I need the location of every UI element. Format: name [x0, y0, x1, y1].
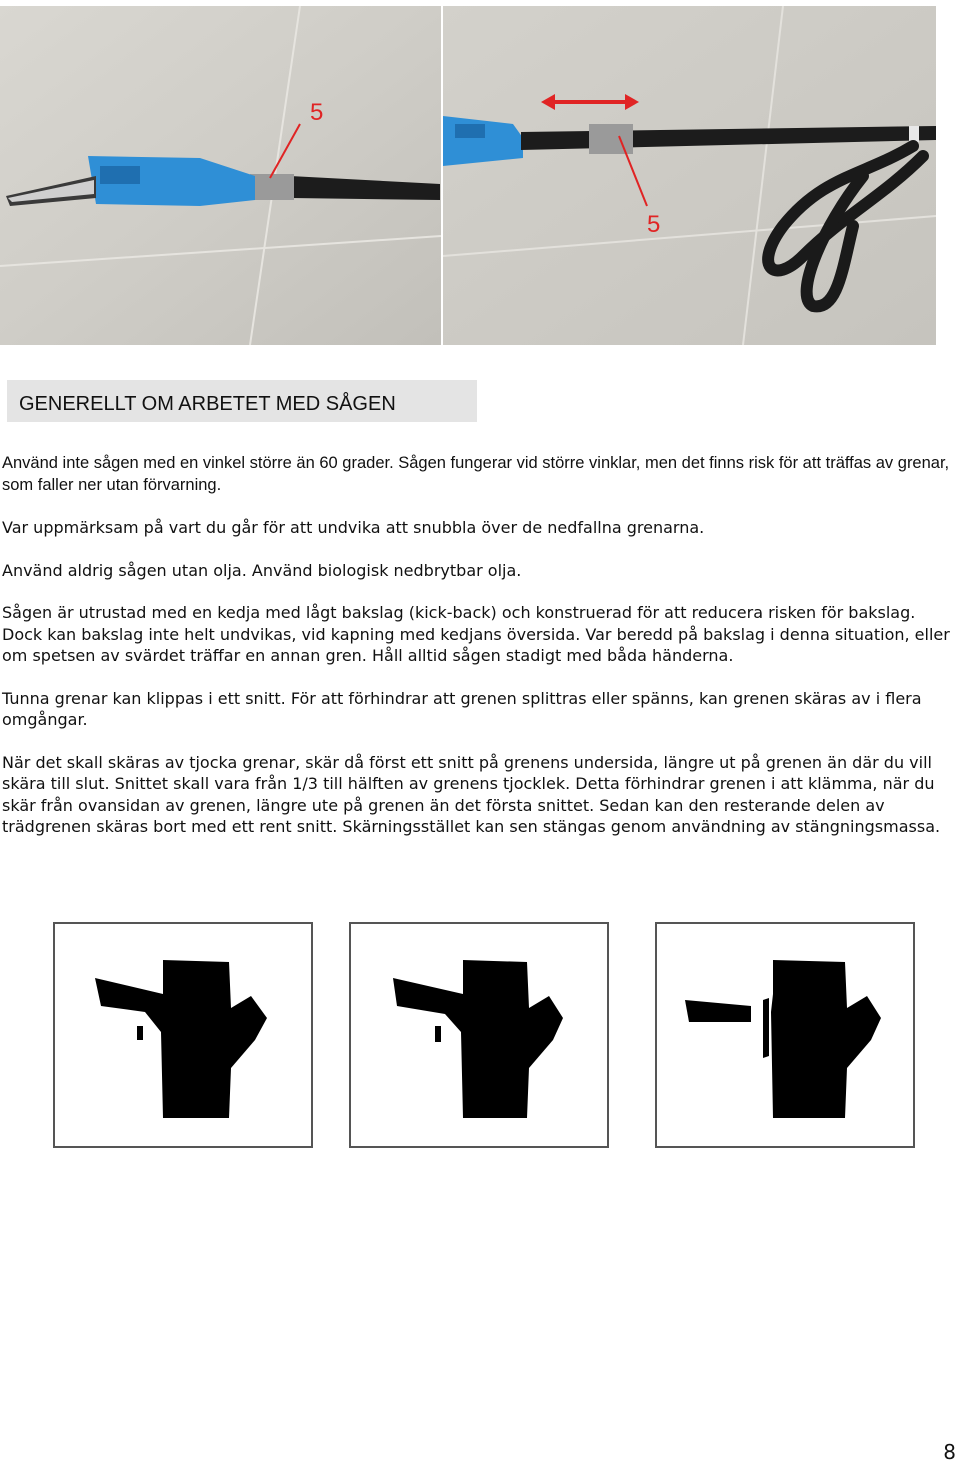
diagram-cut-step-1	[53, 922, 313, 1148]
paragraph-thin-branches: Tunna grenar kan klippas i ett snitt. För att förhindrar att grenen splittras eller spänns, kan grenen skäras av i flera omgångar.	[2, 688, 922, 729]
callout-label-5: 5	[310, 99, 324, 126]
diagram-cut-step-3	[655, 922, 915, 1148]
paragraph-kickback: Sågen är utrustad med en kedja med lågt bakslag (kick-back) och konstruerad för att reducera risken för bakslag. Dock kan bakslag inte helt undvikas, vid kapning med kedjans översida. Var beredd på bakslag i denna situation, eller om spetsen av svärdet träffar en annan gren. Håll alltid sågen stadigt med båda händerna.	[2, 603, 950, 665]
body-text	[2, 453, 958, 859]
cut-mark	[435, 1026, 441, 1042]
diagram-cut-step-2	[349, 922, 609, 1148]
paragraph-angle: Använd inte sågen med en vinkel större än 60 grader. Sågen fungerar vid större vinklar, men det finns risk för att träffas av grenar, som faller ner utan förvarning.	[2, 454, 950, 494]
photo-pole-strap	[443, 6, 936, 345]
callout-label-5: 5	[647, 211, 661, 238]
paragraph-thick-branches: När det skall skäras av tjocka grenar, skär då först ett snitt på grenens undersida, längre ut på grenen än där du vill skära till slut. Snittet skall vara från 1/3 till hälften av grenens tjocklek. Detta förhindrar grenen i att klämma, när du skär från ovansidan av grenen, längre ute på grenen än det första snittet. Sedan kan den resterande delen av trädgrenen skäras bort med ett rent snitt. Skärningsstället kan sen stängas genom användning av stängningsmassa.	[2, 752, 941, 836]
branch-stub	[763, 998, 769, 1058]
section-heading: GENERELLT OM ARBETET MED SÅGEN	[7, 380, 477, 422]
paragraph-oil: Använd aldrig sågen utan olja. Använd biologisk nedbrytbar olja.	[2, 560, 522, 580]
saw-coupling	[589, 124, 633, 154]
saw-coupling	[250, 174, 294, 200]
paragraph-watch-step: Var uppmärksam på vart du går för att undvika att snubbla över de nedfallna grenarna.	[2, 518, 705, 537]
cut-mark	[137, 1026, 143, 1040]
page-number: 8	[943, 1440, 956, 1464]
photo-saw-head	[0, 6, 441, 345]
